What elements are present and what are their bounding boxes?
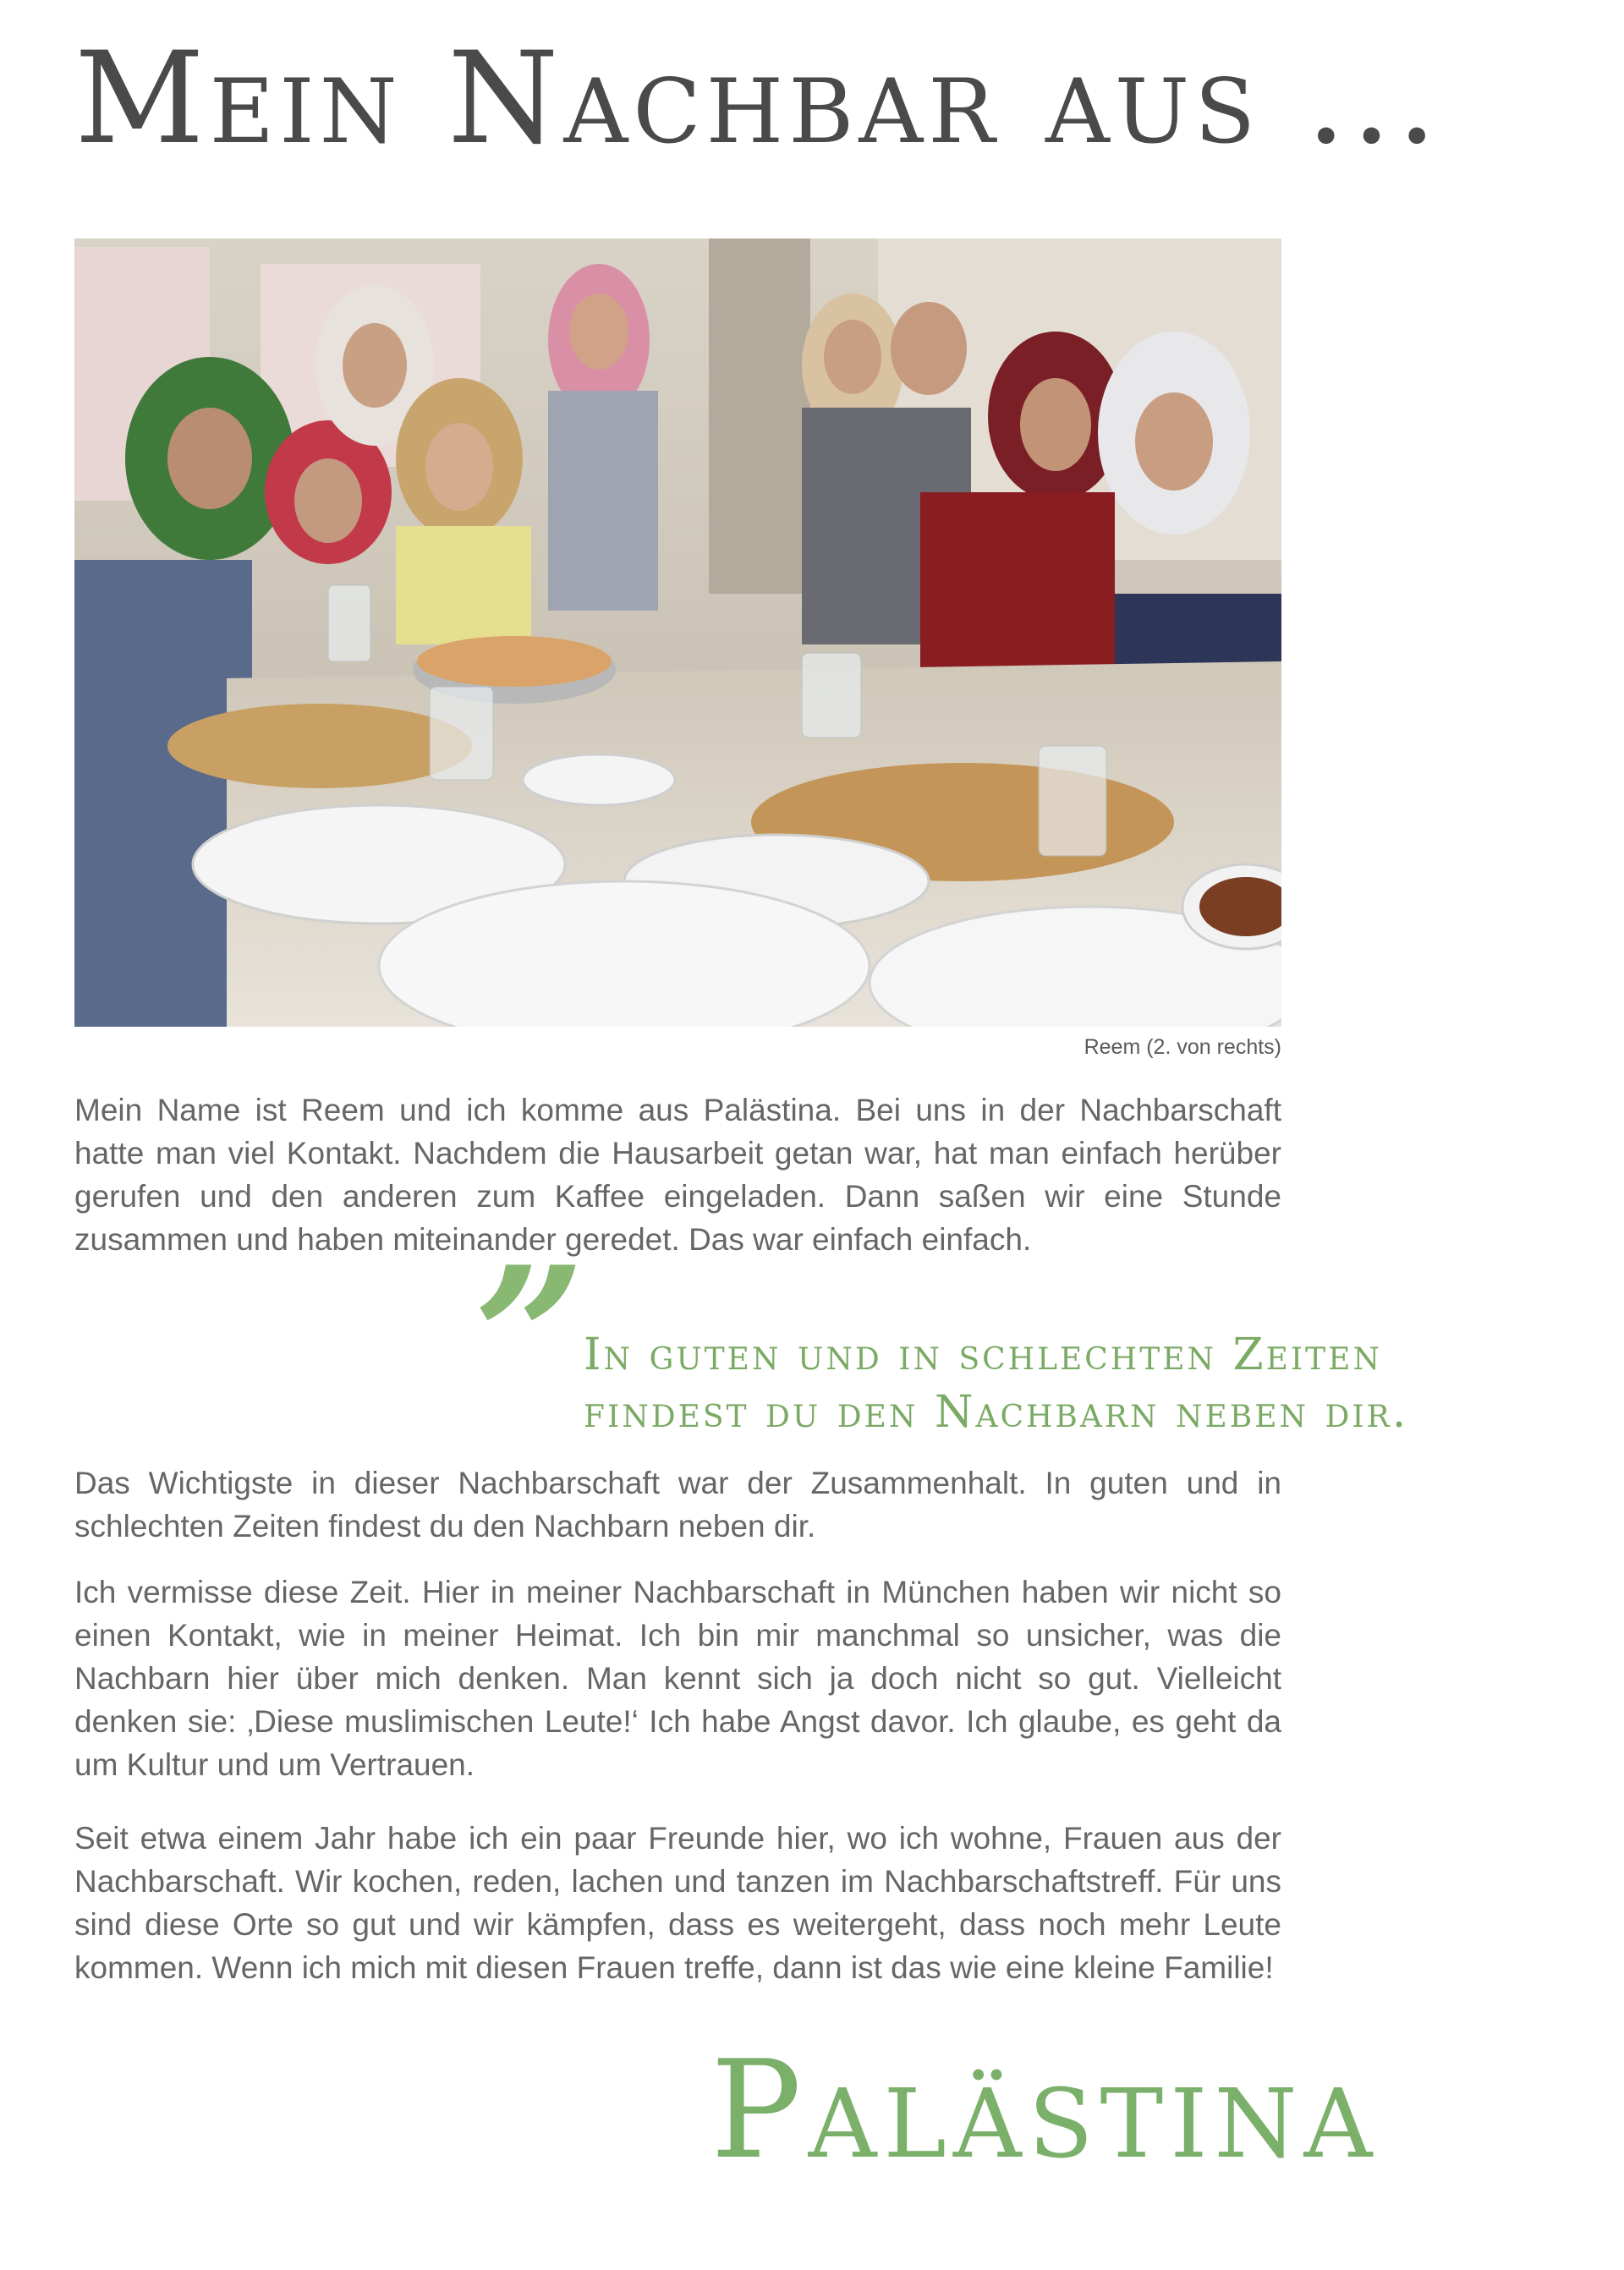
paragraph-freunde: Seit etwa einem Jahr habe ich ein paar Freunde hier, wo ich wohne, Frauen aus der Nachbarschaft. Wir kochen, reden, lachen und tanzen im Nachbarschaftstreff. Für uns sind diese Orte so gut und wir kämpfen, dass es weitergeht, dass noch mehr Leute kommen. Wenn ich mich mit diesen Frauen treffe, dann ist das wie eine kleine Familie! bbox=[74, 1821, 1281, 1985]
quote-mark-icon: ” bbox=[474, 1225, 586, 1453]
pull-quote-line: In guten und in schlechten Zeiten bbox=[584, 1330, 1382, 1380]
pull-quote bbox=[584, 1326, 1582, 1441]
pull-quote-line: findest du den Nachbarn neben dir. bbox=[584, 1387, 1409, 1438]
paragraph-zusammenhalt: Das Wichtigste in dieser Nachbarschaft war der Zusammenhalt. In guten und in schlechten Zeiten findest du den Nachbarn neben dir. bbox=[74, 1466, 1281, 1543]
country-heading: Palästina bbox=[710, 2031, 1380, 2189]
photo-caption: Reem (2. von rechts) bbox=[1084, 1035, 1281, 1059]
page-title: Mein Nachbar aus ... bbox=[74, 25, 1442, 173]
paragraph-intro: Mein Name ist Reem und ich komme aus Palästina. Bei uns in der Nachbarschaft hatte man viel Kontakt. Nachdem die Hausarbeit getan war, hat man einfach herüber gerufen und den anderen zum Kaffee eingeladen. Dann saßen wir eine Stunde zusammen und haben miteinander geredet. Das war einfach einfach. bbox=[74, 1093, 1281, 1257]
group-photo bbox=[74, 239, 1281, 1027]
paragraph-vermisse: Ich vermisse diese Zeit. Hier in meiner Nachbarschaft in München haben wir nicht so einen Kontakt, wie in meiner Heimat. Ich bin mir manchmal so unsicher, was die Nachbarn hier über mich denken. Man kennt sich ja doch nicht so gut. Vielleicht denken sie: ‚Diese muslimischen Leute!‘ Ich habe Angst davor. Ich glaube, es geht da um Kultur und um Vertrauen. bbox=[74, 1575, 1281, 1782]
